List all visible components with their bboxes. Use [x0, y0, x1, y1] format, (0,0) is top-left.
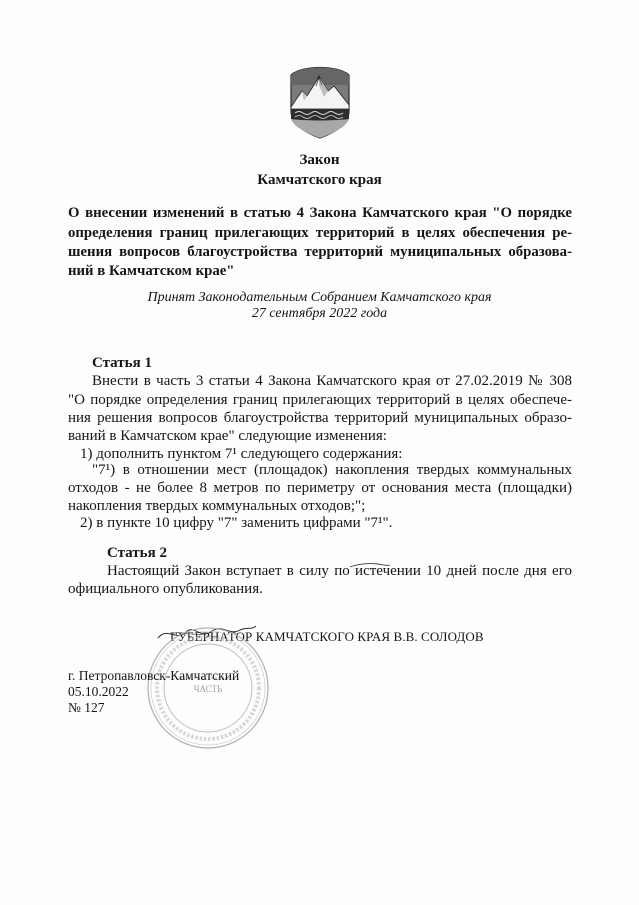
title-line: определения границ прилегающих территорий в целях обеспечения ре- — [68, 225, 572, 241]
article-1-line: отходов - не более 8 метров по периметру от основания места (площадки) — [68, 480, 572, 496]
article-1-line: накопления твердых коммунальных отходов;"; — [68, 498, 366, 514]
title-line: О внесении изменений в статью 4 Закона Камчатского края "О порядке — [68, 205, 572, 221]
law-number: № 127 — [68, 700, 105, 715]
article-1-line: 1) дополнить пунктом 7¹ следующего содержания: — [80, 446, 403, 462]
article-1-heading: Статья 1 — [92, 355, 152, 371]
article-1-line: "О порядке определения границ прилегающих территорий в целях обеспече- — [68, 392, 572, 408]
document-region: Камчатского края — [257, 172, 382, 188]
title-line: шения вопросов благоустройства территорий муниципальных образова- — [68, 244, 572, 260]
article-2-heading: Статья 2 — [107, 545, 167, 561]
stamp-center-text: ЧАСТЬ — [193, 684, 223, 694]
adoption-body: Принят Законодательным Собранием Камчатского края — [147, 290, 492, 305]
article-1-line: ваний в Камчатском крае" следующие изменения: — [68, 428, 387, 444]
document-type: Закон — [299, 152, 340, 168]
article-1-line: Внести в часть 3 статьи 4 Закона Камчатского края от 27.02.2019 № 308 — [92, 373, 572, 389]
article-2-line: Настоящий Закон вступает в силу по истечении 10 дней после дня его — [107, 563, 572, 579]
signing-date: 05.10.2022 — [68, 684, 129, 699]
title-line: ний в Камчатском крае" — [68, 263, 235, 279]
pen-mark — [348, 558, 392, 574]
round-stamp — [146, 626, 270, 750]
article-1-line: 2) в пункте 10 цифру "7" заменить цифрами "7¹". — [80, 515, 393, 531]
article-2-line: официального опубликования. — [68, 581, 263, 597]
adoption-date: 27 сентября 2022 года — [251, 306, 388, 321]
governor-signature-line: ГУБЕРНАТОР КАМЧАТСКОГО КРАЯ В.В. СОЛОДОВ — [170, 629, 484, 644]
article-1-line: ния решения вопросов благоустройства территорий муниципальных образо- — [68, 410, 572, 426]
article-1-line: "7¹) в отношении мест (площадок) накопления твердых коммунальных — [92, 462, 572, 478]
coat-of-arms-icon — [288, 63, 352, 139]
place-of-signing: г. Петропавловск-Камчатский — [68, 668, 240, 683]
